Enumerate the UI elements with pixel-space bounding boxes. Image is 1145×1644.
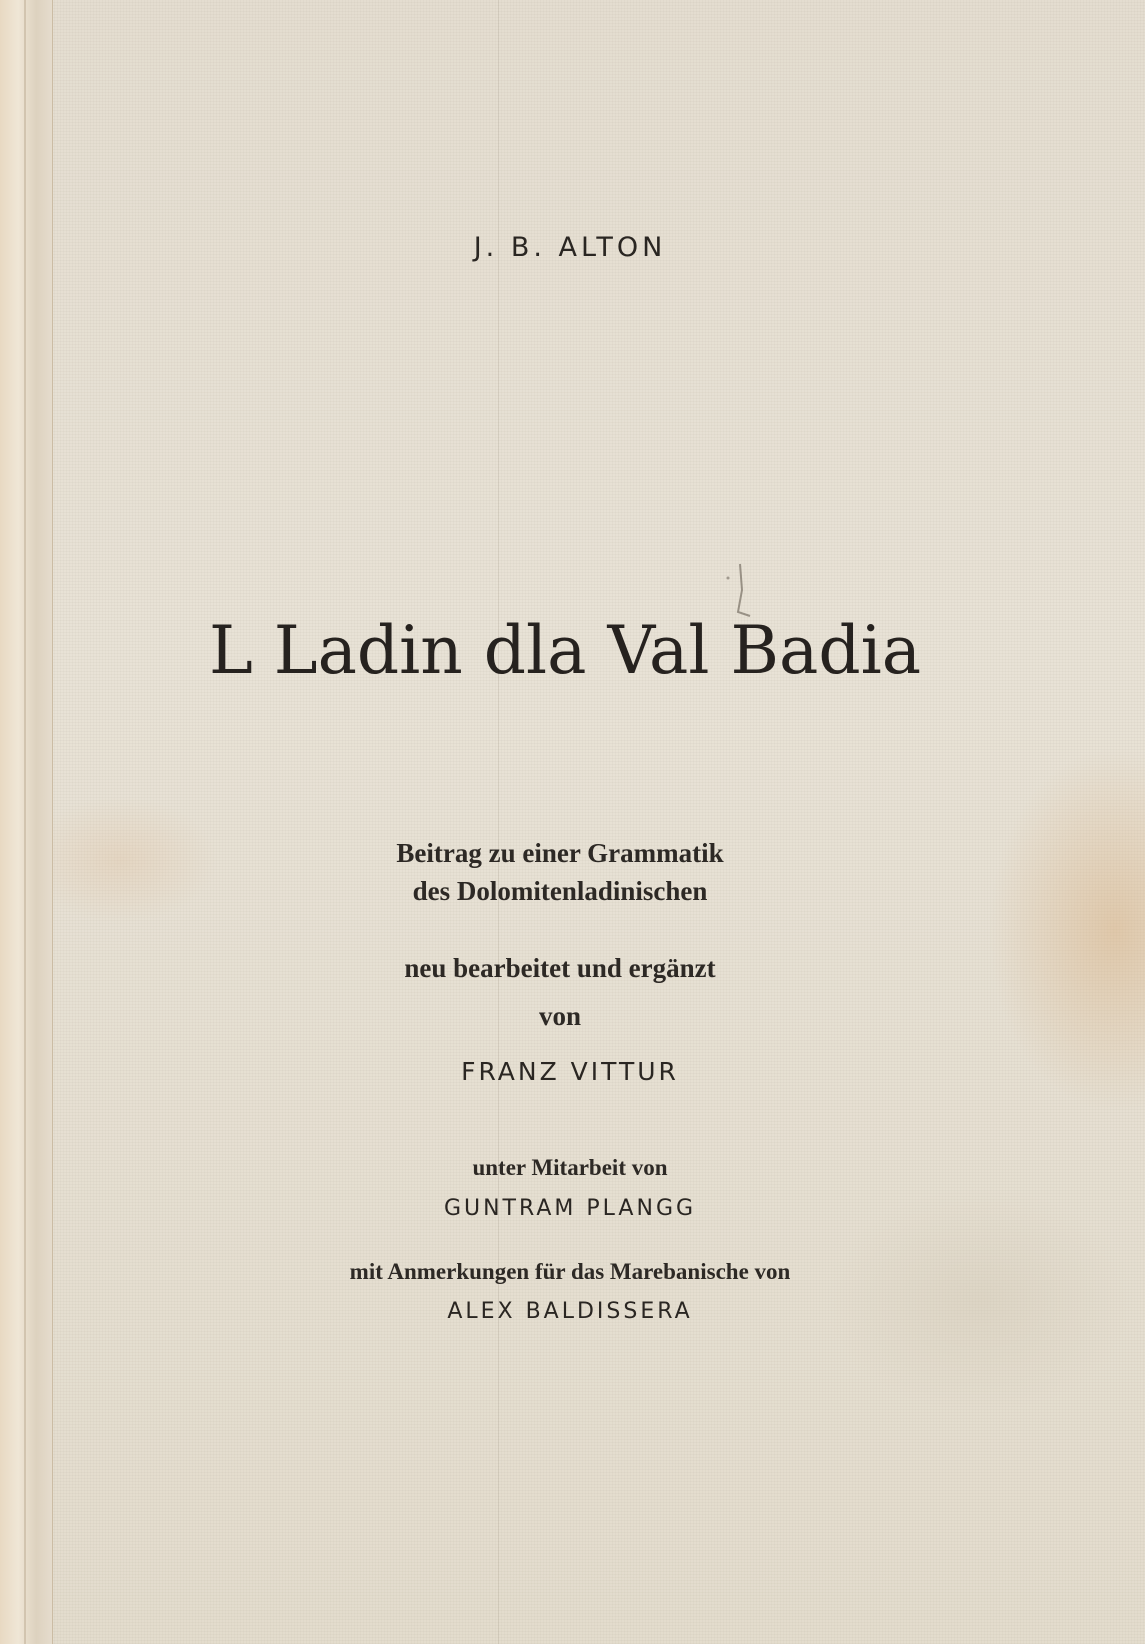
spine-edge [0,0,53,1644]
edition-line-2: von [538,1001,582,1031]
subtitle-line-1: Beitrag zu einer Grammatik [396,838,724,868]
notes-author-name: ALEX BALDISSERA [447,1299,693,1324]
collaboration-label: unter Mitarbeit von [472,1155,668,1180]
edition-note [320,944,800,1040]
author-name: J. B. ALTON [473,232,667,263]
subtitle [320,834,800,910]
notes-label: mit Anmerkungen für das Marebanische von [349,1259,791,1284]
book-title: L Ladin dla Val Badia [208,612,922,689]
spine-crease [24,0,26,1644]
subtitle-line-2: des Dolomitenladinischen [412,876,708,906]
ink-mark [720,560,760,620]
collaborator-name: GUNTRAM PLANGG [443,1196,697,1221]
editor-name: FRANZ VITTUR [461,1057,679,1086]
edition-line-1: neu bearbeitet und ergänzt [404,953,716,983]
